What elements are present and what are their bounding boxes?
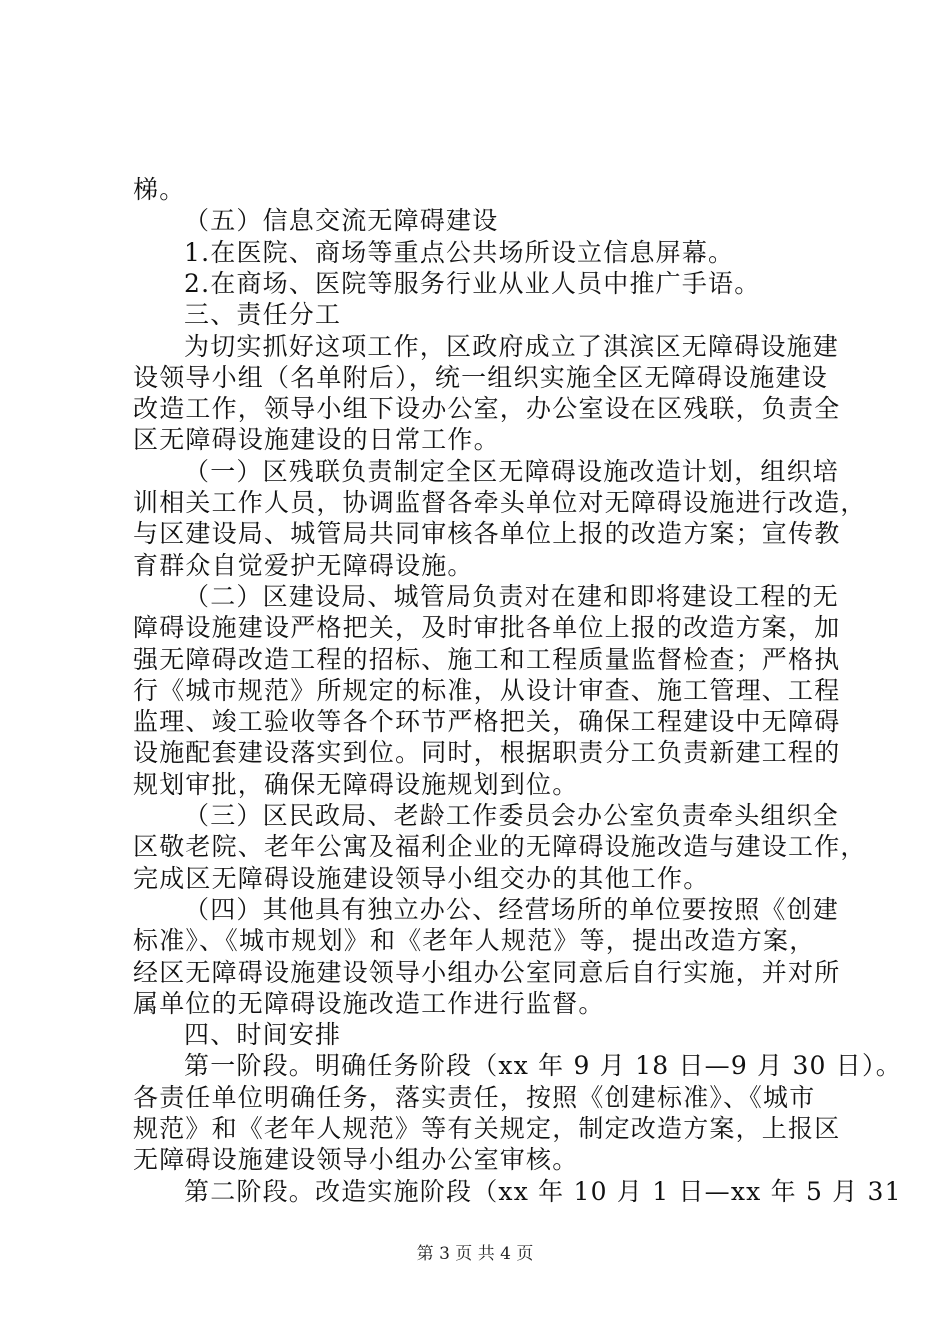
text-line: 育群众自觉爱护无障碍设施。 [133,551,474,580]
section-heading: 四、时间安排 [184,1020,342,1049]
text-line: （二）区建设局、城管局负责对在建和即将建设工程的无 [184,582,840,611]
text-line: 第一阶段。明确任务阶段（xx 年 9 月 18 日—9 月 30 日）。 [184,1051,902,1080]
text-line: 行《城市规范》所规定的标准，从设计审查、施工管理、工程 [133,676,841,705]
text-line: 经区无障碍设施建设领导小组办公室同意后自行实施，并对所 [133,958,841,987]
text-line: 各责任单位明确任务，落实责任，按照《创建标准》、《城市 [133,1083,816,1112]
text-line: 区无障碍设施建设的日常工作。 [133,425,500,454]
text-line: 梯。 [133,175,186,204]
text-line: 2.在商场、医院等服务行业从业人员中推广手语。 [184,269,761,298]
text-line: 设施配套建设落实到位。同时，根据职责分工负责新建工程的 [133,738,841,767]
text-line: 属单位的无障碍设施改造工作进行监督。 [133,989,605,1018]
text-line: 规划审批，确保无障碍设施规划到位。 [133,770,579,799]
text-line: 强无障碍改造工程的招标、施工和工程质量监督检查；严格执 [133,645,841,674]
text-line: 完成区无障碍设施建设领导小组交办的其他工作。 [133,864,710,893]
text-line: 规范》和《老年人规范》等有关规定，制定改造方案，上报区 [133,1114,841,1143]
section-heading: 三、责任分工 [184,300,342,329]
text-line: 区敬老院、老年公寓及福利企业的无障碍设施改造与建设工作， [133,832,867,861]
text-line: 改造工作，领导小组下设办公室，办公室设在区残联，负责全 [133,394,841,423]
text-line: 标准》、《城市规划》和《老年人规范》等，提出改造方案， [133,926,816,955]
text-line: 1.在医院、商场等重点公共场所设立信息屏幕。 [184,238,735,267]
text-line: （三）区民政局、老龄工作委员会办公室负责牵头组织全 [184,801,840,830]
text-line: 第二阶段。改造实施阶段（xx 年 10 月 1 日—xx 年 5 月 31 [184,1177,902,1206]
text-line: 与区建设局、城管局共同审核各单位上报的改造方案；宣传教 [133,519,841,548]
text-line: 设领导小组（名单附后），统一组织实施全区无障碍设施建设 [133,363,828,392]
text-line: 训相关工作人员，协调监督各牵头单位对无障碍设施进行改造， [133,488,867,517]
text-line: 为切实抓好这项工作，区政府成立了淇滨区无障碍设施建 [184,332,840,361]
text-line: 障碍设施建设严格把关，及时审批各单位上报的改造方案，加 [133,613,841,642]
section-heading: （五）信息交流无障碍建设 [184,206,499,235]
text-line: 监理、竣工验收等各个环节严格把关，确保工程建设中无障碍 [133,707,841,736]
page-footer: 第 3 页 共 4 页 [416,1244,534,1264]
text-line: （四）其他具有独立办公、经营场所的单位要按照《创建 [184,895,840,924]
text-line: 无障碍设施建设领导小组办公室审核。 [133,1145,579,1174]
text-line: （一）区残联负责制定全区无障碍设施改造计划，组织培 [184,457,840,486]
